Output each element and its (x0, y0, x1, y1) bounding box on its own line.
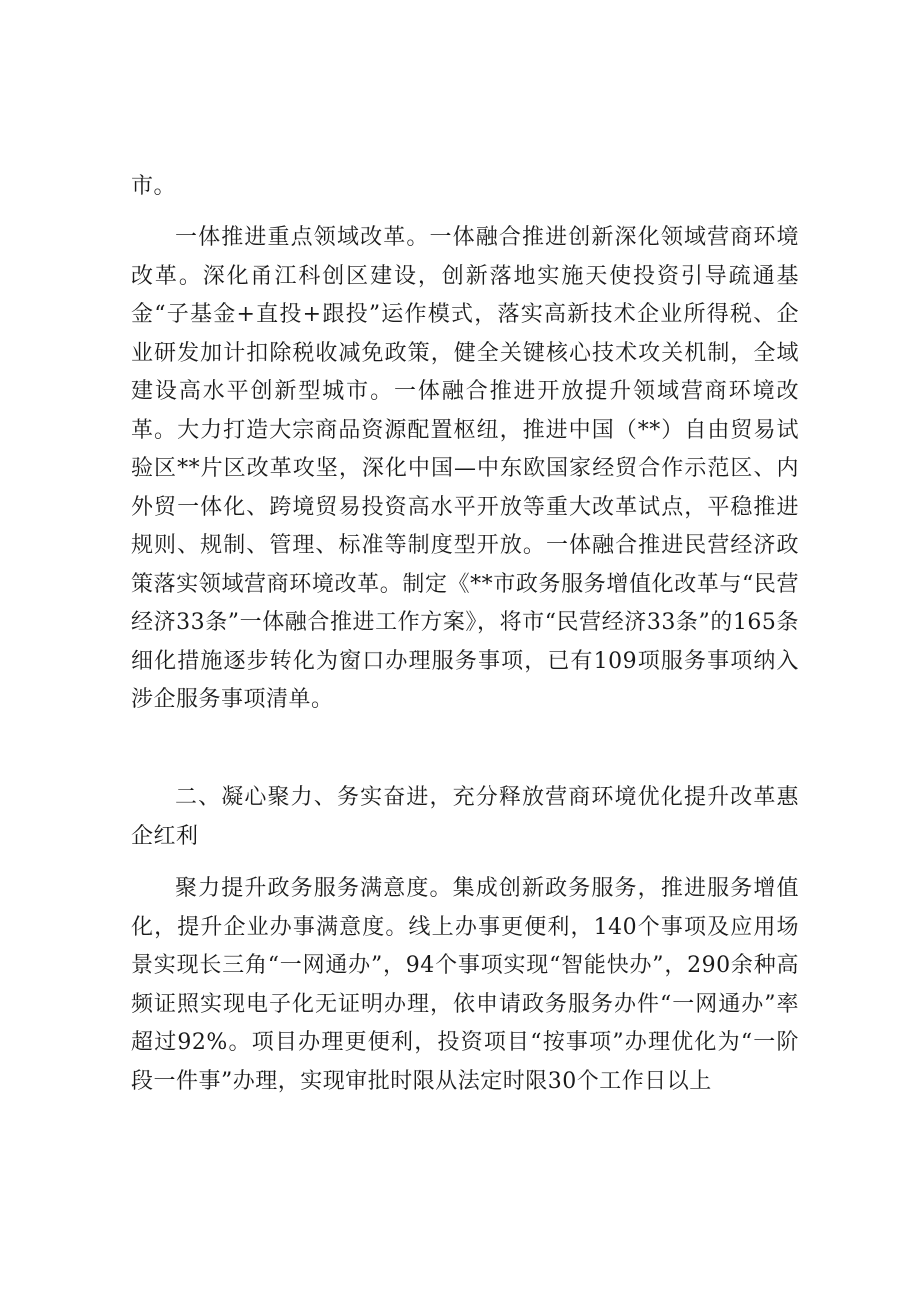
paragraph-government-services (131, 870, 799, 1101)
paragraph-key-reforms (131, 219, 799, 720)
paragraph-text: 市。 (131, 174, 177, 199)
heading-text: 二、凝心聚力、务实奋进，充分释放营商环境优化提升改革惠企红利 (131, 785, 799, 849)
paragraph-text: 聚力提升政务服务满意度。集成创新政务服务，推进服务增值化，提升企业办事满意度。线上办事更便利，140个事项及应用场景实现长三角“一网通办”，94个事项实现“智能快办”，290余种高频证照实现电子化无证明办理，依申请政务服务办件“一网通办”率超过92%。项目办理更便利，投资项目“按事项”办理优化为“一阶段一件事”办理，实现审批时限从法定时限30个工作日以上 (131, 876, 799, 1094)
paragraph-text: 一体推进重点领域改革。一体融合推进创新深化领域营商环境改革。深化甬江科创区建设，创新落地实施天使投资引导疏通基金“子基金+直投+跟投”运作模式，落实高新技术企业所得税、企业研发加计扣除税收减免政策，健全关键核心技术攻关机制，全域建设高水平创新型城市。一体融合推进开放提升领域营商环境改革。大力打造大宗商品资源配置枢纽，推进中国（**）自由贸易试验区**片区改革攻坚，深化中国—中东欧国家经贸合作示范区、内外贸一体化、跨境贸易投资高水平开放等重大改革试点，平稳推进规则、规制、管理、标准等制度型开放。一体融合推进民营经济政策落实领域营商环境改革。制定《**市政务服务增值化改革与“民营经济33条”一体融合推进工作方案》，将市“民营经济33条”的165条细化措施逐步转化为窗口办理服务事项，已有109项服务事项纳入涉企服务事项清单。 (131, 225, 799, 712)
paragraph-continuation (131, 168, 799, 207)
section-heading (131, 779, 799, 856)
